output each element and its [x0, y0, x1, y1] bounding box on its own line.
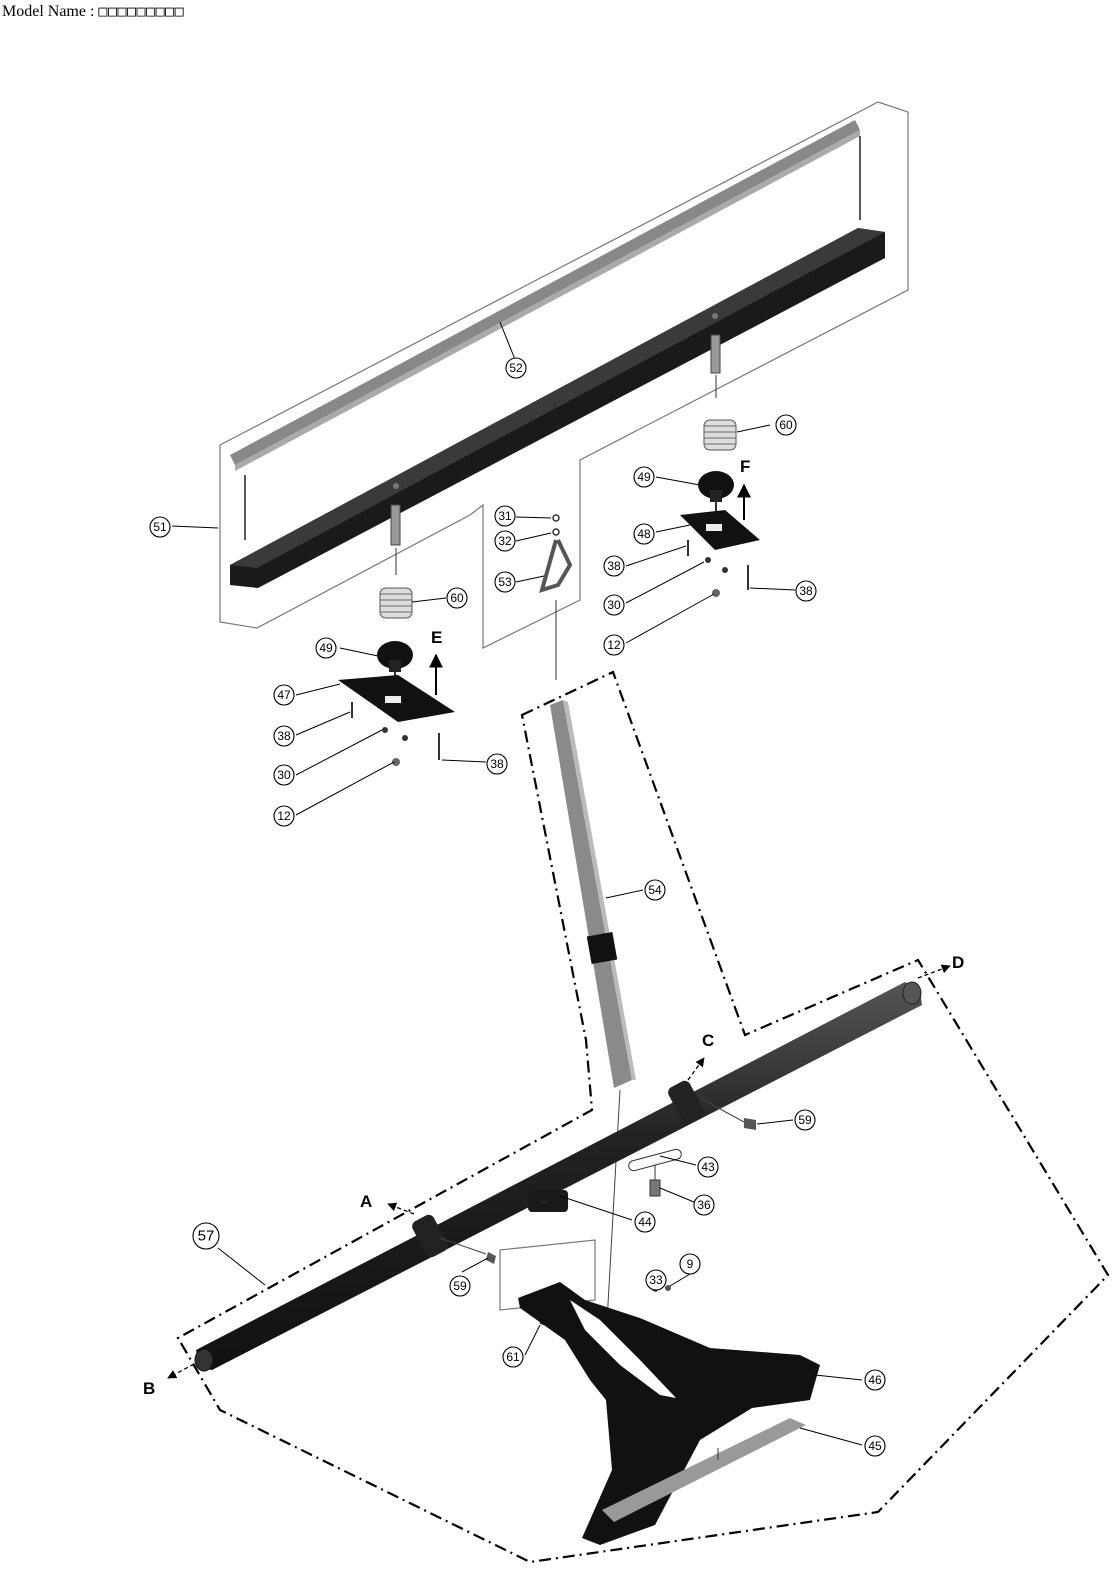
- right-knob-plate: [680, 471, 760, 597]
- top-rail-part: [230, 120, 860, 540]
- callout-51: [150, 517, 170, 537]
- left-stud-spring: [380, 505, 412, 618]
- callout-48: [634, 524, 654, 544]
- svg-text:51: 51: [153, 520, 167, 534]
- callout-30: [274, 765, 294, 785]
- callout-54: [645, 880, 665, 900]
- callout-60: [447, 588, 467, 608]
- callout-57: [193, 1223, 219, 1249]
- svg-text:38: 38: [490, 757, 504, 771]
- svg-text:43: 43: [701, 1160, 715, 1174]
- callout-52: [506, 358, 526, 378]
- svg-text:38: 38: [607, 559, 621, 573]
- svg-text:38: 38: [277, 729, 291, 743]
- callout-33: [646, 1270, 666, 1290]
- right-stud-spring: [704, 335, 736, 450]
- callout-12: [274, 806, 294, 826]
- svg-text:61: 61: [506, 1350, 520, 1364]
- callout-46: [865, 1370, 885, 1390]
- arrow-label-f: F: [740, 457, 751, 476]
- svg-text:60: 60: [450, 591, 464, 605]
- svg-text:46: 46: [868, 1373, 882, 1387]
- svg-text:44: 44: [638, 1215, 652, 1229]
- svg-text:48: 48: [637, 527, 651, 541]
- svg-text:47: 47: [277, 688, 291, 702]
- callout-45: [865, 1436, 885, 1456]
- svg-text:30: 30: [607, 598, 621, 612]
- svg-text:59: 59: [798, 1113, 812, 1127]
- svg-text:45: 45: [868, 1439, 882, 1453]
- callout-43: [698, 1157, 718, 1177]
- svg-text:31: 31: [498, 509, 512, 523]
- svg-text:9: 9: [686, 1257, 694, 1271]
- svg-text:12: 12: [277, 809, 291, 823]
- svg-text:30: 30: [277, 768, 291, 782]
- callout-12: [604, 635, 624, 655]
- arrow-label-b: B: [143, 1379, 156, 1398]
- left-knob-plate: [338, 641, 455, 766]
- callout-38: [604, 556, 624, 576]
- svg-text:52: 52: [509, 361, 523, 375]
- svg-text:49: 49: [637, 470, 651, 484]
- svg-text:60: 60: [779, 418, 793, 432]
- callout-32: [495, 531, 515, 551]
- svg-text:33: 33: [649, 1273, 663, 1287]
- callout-30: [604, 595, 624, 615]
- svg-text:49: 49: [319, 641, 333, 655]
- svg-text:54: 54: [648, 883, 662, 897]
- svg-text:59: 59: [453, 1279, 467, 1293]
- svg-text:53: 53: [498, 575, 512, 589]
- callout-53: [495, 572, 515, 592]
- svg-text:38: 38: [799, 584, 813, 598]
- leader-lines: [172, 322, 862, 1445]
- svg-text:57: 57: [197, 1227, 215, 1245]
- arrow-label-c: C: [702, 1031, 715, 1050]
- callout-60: [776, 415, 796, 435]
- callout-59: [795, 1110, 815, 1130]
- arrow-label-e: E: [431, 628, 443, 647]
- callout-36: [694, 1195, 714, 1215]
- arrow-indicators: [143, 457, 964, 1398]
- model-name-value: □□□□□□□□□: [98, 2, 185, 20]
- upper-assembly-outline: [220, 102, 908, 648]
- callout-31: [495, 506, 515, 526]
- callout-38: [796, 581, 816, 601]
- svg-text:32: 32: [498, 534, 512, 548]
- callout-59: [450, 1276, 470, 1296]
- callout-9: [680, 1254, 700, 1274]
- model-name-label: Model Name :: [2, 3, 95, 20]
- callout-38: [487, 754, 507, 774]
- callout-44: [635, 1212, 655, 1232]
- svg-text:12: 12: [607, 638, 621, 652]
- small-clip-parts: [542, 515, 570, 680]
- callout-38: [274, 726, 294, 746]
- arrow-label-d: D: [952, 953, 965, 972]
- svg-text:36: 36: [697, 1198, 711, 1212]
- foot-base-part: [518, 1282, 820, 1545]
- callout-61: [503, 1347, 523, 1367]
- callout-49: [634, 467, 654, 487]
- callout-47: [274, 685, 294, 705]
- arrow-label-a: A: [360, 1192, 373, 1211]
- callout-49: [316, 638, 336, 658]
- vertical-pole-part: [550, 700, 636, 1340]
